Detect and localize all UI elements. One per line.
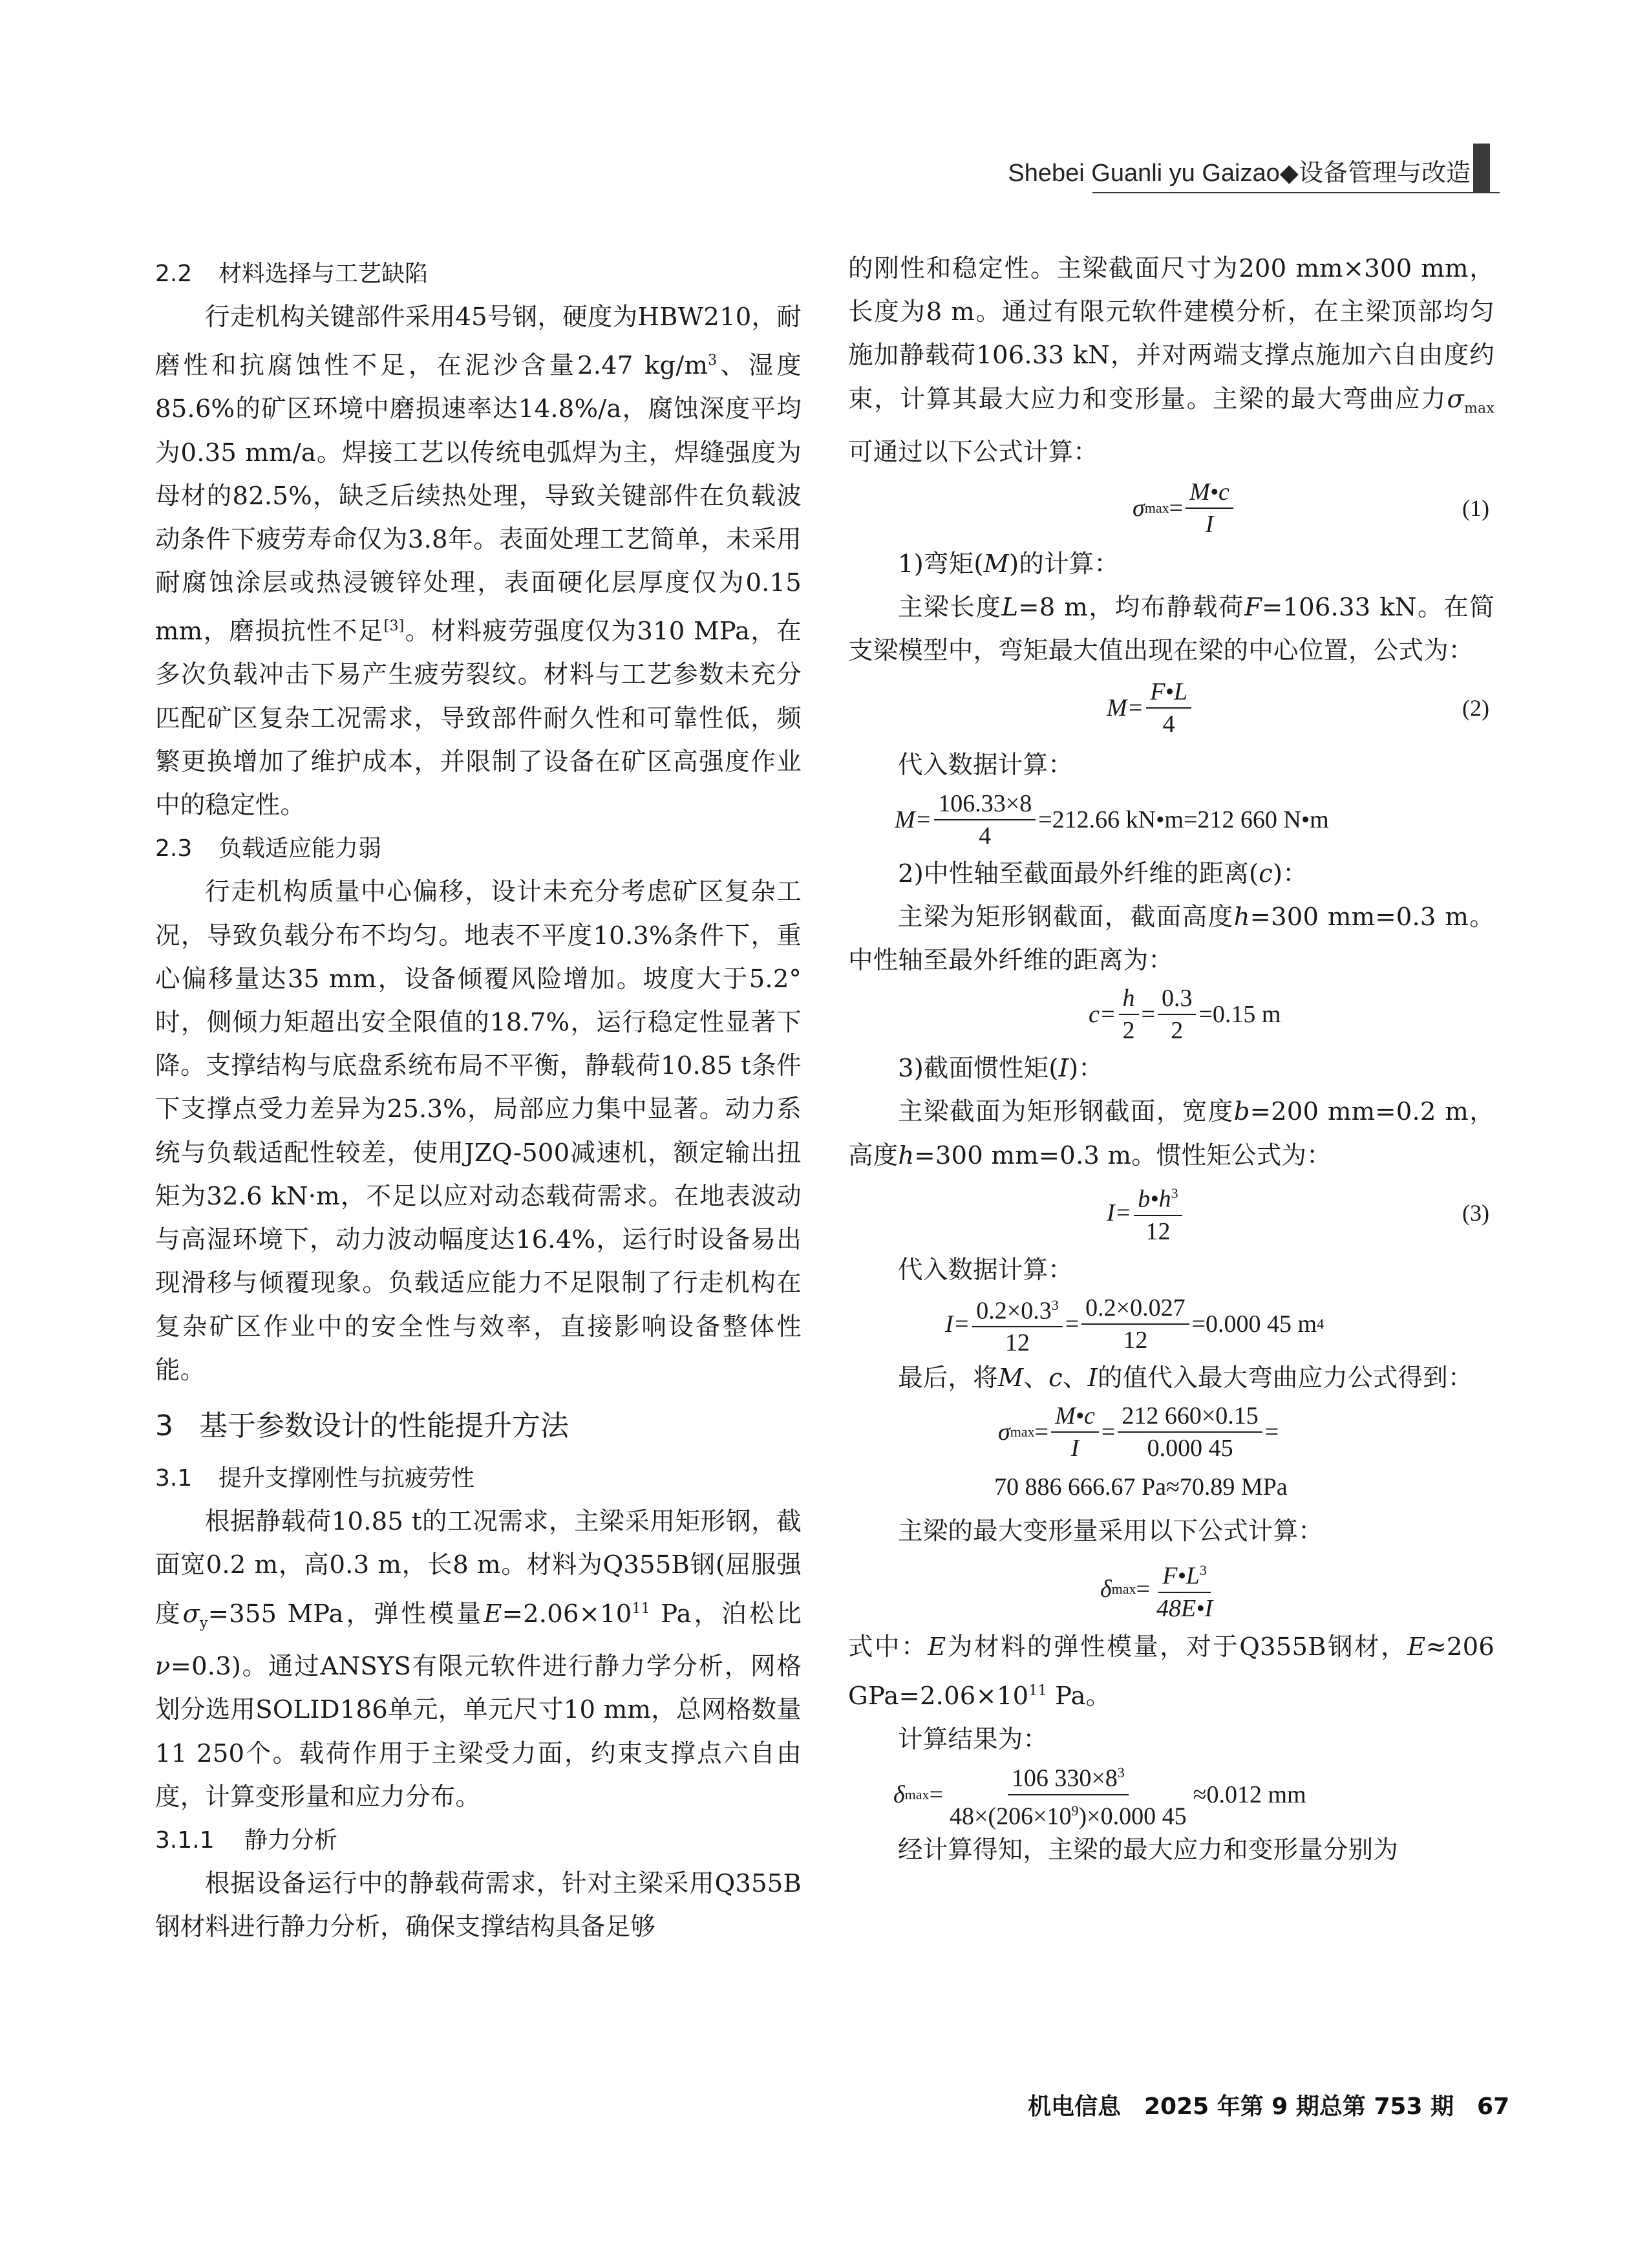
paragraph-moment: 主梁长度L=8 m，均布静载荷F=106.33 kN。在简支梁模型中，弯矩最大值出现在梁的中心位置，公式为：	[848, 592, 1495, 666]
section-heading-3-1-1	[155, 1819, 802, 1862]
running-header	[979, 144, 1490, 193]
equation-number: (2)	[1462, 695, 1489, 722]
section-title: 静力分析	[244, 1827, 338, 1854]
equation-3: I= $\frac{b•h^3}{12}$ (3)	[848, 1177, 1495, 1248]
paragraph-2-2: 行走机构关键部件采用45号钢，硬度为HBW210，耐磨性和抗腐蚀性不足，在泥沙含量2.47 $kg/m^3$、湿度85.6%的矿区环境中磨损速率达14.8%/a，腐蚀深度平均为0.35 mm/a。焊接工艺以传统电弧焊为主，焊缝强度为母材的82.5%，缺乏后续热处理，导致关键部件在负载波动条件下疲劳寿命仅为3.8年。表面处理工艺简单，未采用耐腐蚀涂层或热浸镀锌处理，表面硬化层厚度仅为0.15 mm，磨损抗性不足[3]。材料疲劳强度仅为310 MPa，在多次负载冲击下易产生疲劳裂纹。材料与工艺参数未充分匹配矿区复杂工况需求，导致部件耐久性和可靠性低，频繁更换增加了维护成本，并限制了设备在矿区高强度作业中的稳定性。	[155, 303, 802, 820]
equation-6: δ max = $\frac{106 330\times 8^3}{48\times(206\times 10^9)\times 0.000 45}$ ≈0.012 mm	[848, 1761, 1495, 1828]
paragraph-3-1-1: 根据设备运行中的静载荷需求，针对主梁采用Q355B钢材料进行静力分析，确保支撑结构具备足够	[155, 1869, 802, 1942]
paragraph-continued: 的刚性和稳定性。主梁截面尺寸为200 mm×300 mm，长度为8 m。通过有限元软件建模分析，在主梁顶部均匀施加静载荷106.33 kN，并对两端支撑点施加六自由度约束，计算其最大应力和变形量。主梁的最大弯曲应力$\sigma_{max}$可通过以下公式计算：	[848, 254, 1495, 467]
section-number: 3	[155, 1409, 173, 1442]
section-heading-3-1	[155, 1457, 802, 1500]
calc-result-label: 计算结果为：	[898, 1724, 1048, 1754]
header-rule	[1092, 192, 1500, 193]
paragraph-substitute: 最后，将M、c、I的值代入最大弯曲应力公式得到：	[898, 1363, 1473, 1393]
header-bar	[1473, 144, 1490, 193]
page-footer: 机电信息 2025 年第 9 期总第 753 期 67	[1028, 2093, 1510, 2120]
right-column	[848, 247, 1495, 1872]
section-heading-3	[155, 1396, 802, 1457]
paragraph-inertia: 主梁截面为矩形钢截面，宽度b=200 mm=0.2 m，高度h=300 mm=0.3 m。惯性矩公式为：	[848, 1097, 1495, 1170]
equation-number: (3)	[1462, 1199, 1489, 1226]
paragraph-where: 式中：E为材料的弹性模量，对于Q355B钢材，E≈206 $GPa=2.06\times 10^{11}$ Pa。	[848, 1632, 1495, 1711]
equation-2-calc: M= $\frac{106.33\times 8}{4}$ =212.66 kN•m=212 660 N•m	[895, 789, 1329, 850]
equation-c: c= $\frac{h}{2}$ = $\frac{0.3}{2}$ =0.15 m	[1089, 985, 1281, 1045]
section-number: 3.1.1	[155, 1827, 215, 1854]
paragraph-2-3: 行走机构质量中心偏移，设计未充分考虑矿区复杂工况，导致负载分布不均匀。地表不平度10.3%条件下，重心偏移量达35 mm，设备倾覆风险增加。坡度大于5.2°时，侧倾力矩超出安全限值的18.7%，运行稳定性显著下降。支撑结构与底盘系统布局不平衡，静载荷10.85 t条件下支撑点受力差异为25.3%，局部应力集中显著。动力系统与负载适配性较差，使用JZQ-500减速机，额定输出扭矩为32.6 kN·m，不足以应对动态载荷需求。在地表波动与高湿环境下，动力波动幅度达16.4%，运行时设备易出现滑移与倾覆现象。负载适应能力不足限制了行走机构在复杂矿区作业中的安全性与效率，直接影响设备整体性能。	[155, 877, 802, 1385]
citation-ref: [3]	[383, 618, 405, 635]
equation-2: M= $\frac{F•L}{4}$ (2)	[848, 672, 1495, 744]
equation-3-calc: I= $\frac{0.2\times 0.3^3}{12}$ = $\frac{0.2\times 0.027}{12}$ =0.000 45 m 4	[848, 1292, 1495, 1356]
step-3-heading: 3)截面惯性矩(I)：	[898, 1054, 1103, 1084]
paragraph-distance: 主梁为矩形钢截面，截面高度h=300 mm=0.3 m。中性轴至最外纤维的距离为：	[848, 902, 1495, 975]
paragraph-deformation: 主梁的最大变形量采用以下公式计算：	[898, 1517, 1323, 1546]
paragraph-conclusion: 经计算得知，主梁的最大应力和变形量分别为	[898, 1835, 1399, 1865]
section-title: 基于参数设计的性能提升方法	[199, 1409, 569, 1442]
equation-5: δ max = $\frac{F•L^3}{48E•I}$	[848, 1553, 1495, 1625]
section-heading-2-3	[155, 827, 802, 870]
equation-4: σ max = $\frac{M•c}{I}$ = $\frac{212 660\times 0.15}{0.000 45}$ =	[998, 1402, 1279, 1462]
calc-label-2: 代入数据计算：	[898, 1255, 1073, 1285]
paragraph-3-1: 根据静载荷10.85 t的工况需求，主梁采用矩形钢，截面宽0.2 m，高0.3 m，长8 m。材料为Q355B钢(屈服强度$\sigma_y=355$ MPa，弹性模量$E=2.06\times 10^{11}$ Pa，泊松比ν=0.3)。通过ANSYS有限元软件进行静力学分析，网格划分选用SOLID186单元，单元尺寸10 mm，总网格数量11 250个。载荷作用于主梁受力面，约束支撑点六自由度，计算变形量和应力分布。	[155, 1507, 802, 1812]
calc-label-1: 代入数据计算：	[898, 751, 1073, 780]
section-title: 材料选择与工艺缺陷	[218, 261, 429, 287]
equation-4-result: 70 886 666.67 Pa≈70.89 MPa	[994, 1473, 1288, 1501]
diamond-separator-icon: ◆	[1279, 158, 1299, 187]
journal-name-en: Shebei Guanli yu Gaizao	[1008, 160, 1280, 187]
section-number: 3.1	[155, 1464, 193, 1492]
journal-name-cn: 设备管理与改造	[1298, 158, 1471, 187]
section-number: 2.3	[155, 835, 193, 862]
journal-name	[979, 153, 1471, 188]
equation-number: (1)	[1462, 495, 1489, 521]
step-2-heading: 2)中性轴至截面最外纤维的距离(c)：	[898, 859, 1308, 888]
step-1-heading: 1)弯矩(M)的计算：	[898, 549, 1120, 579]
section-number: 2.2	[155, 261, 193, 287]
equation-1: σ max = $\frac{M•c}{I}$ (1)	[848, 474, 1495, 542]
section-title: 负载适应能力弱	[218, 835, 382, 862]
left-column	[155, 252, 802, 1949]
section-title: 提升支撑刚性与抗疲劳性	[218, 1464, 475, 1492]
section-heading-2-2	[155, 252, 802, 295]
